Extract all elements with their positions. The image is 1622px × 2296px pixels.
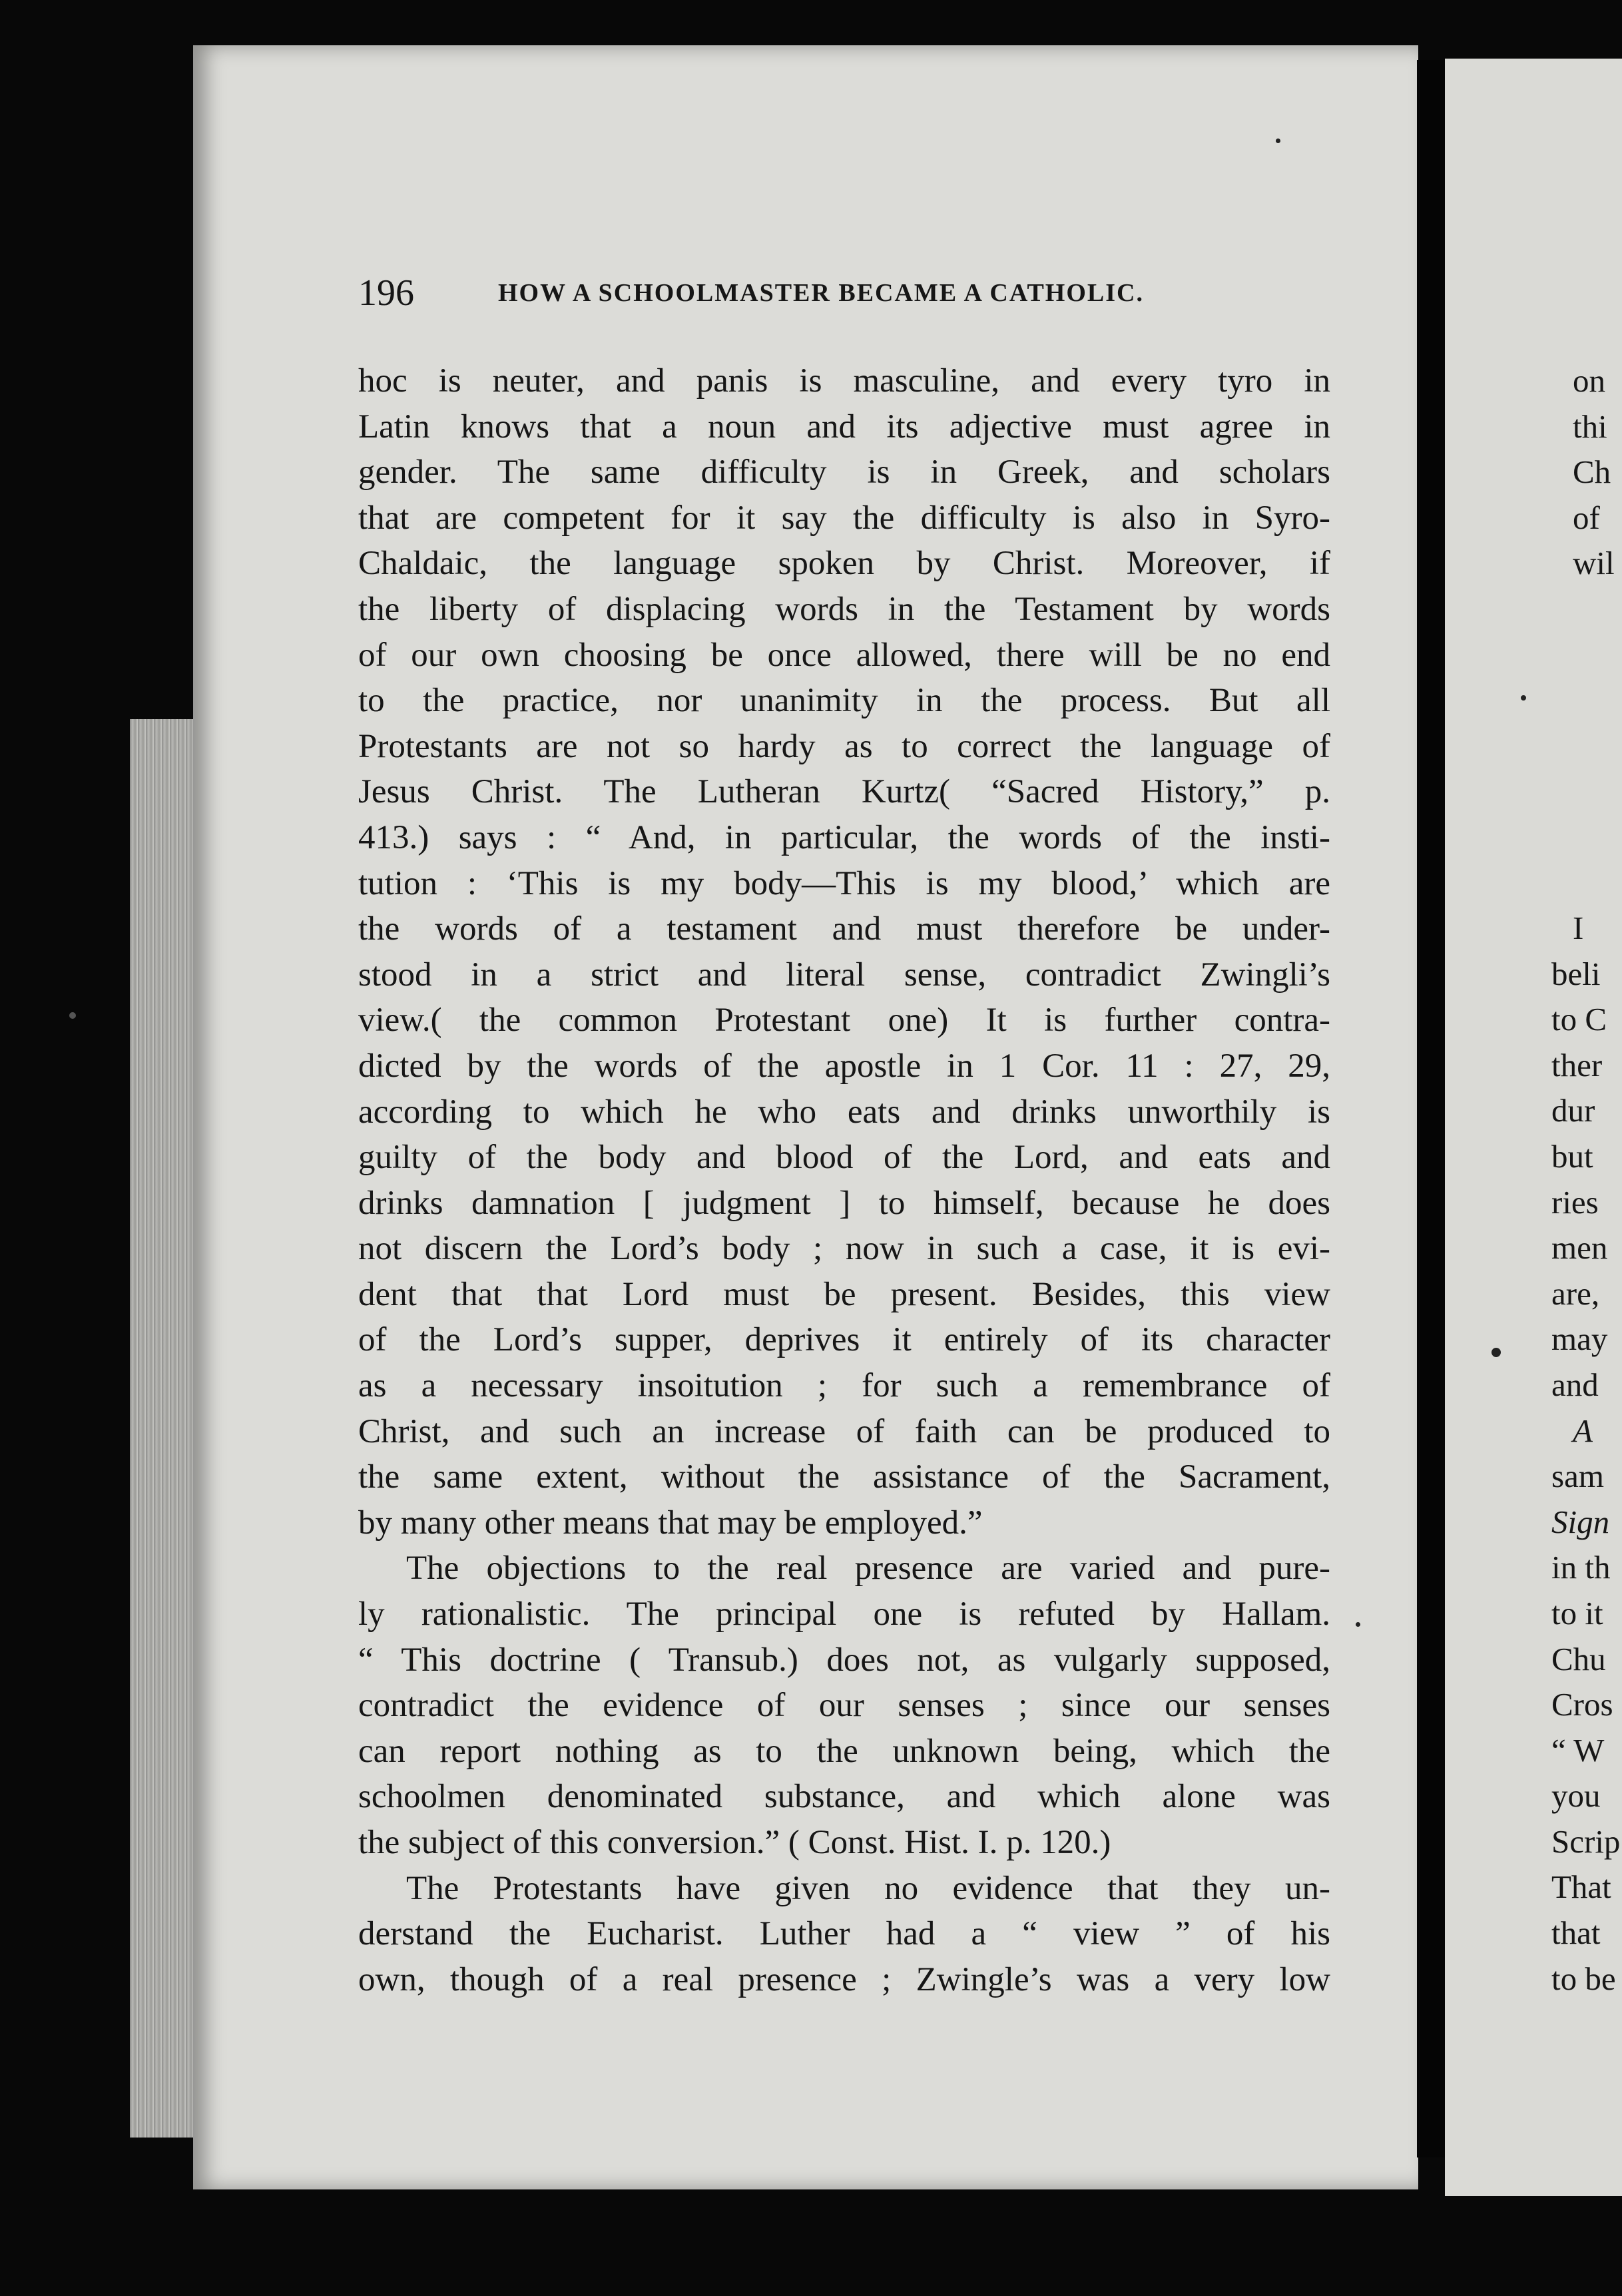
text-fragment: sam	[1551, 1458, 1604, 1495]
text-line: dent that that Lord must be present. Besides, this view	[358, 1275, 1330, 1313]
text-fragment: dur	[1551, 1092, 1595, 1129]
text-fragment: of	[1573, 499, 1600, 536]
text-line: derstand the Eucharist. Luther had a “ view ” of his	[358, 1915, 1330, 1953]
page-number: 196	[358, 272, 414, 314]
text-fragment: in th	[1551, 1549, 1611, 1586]
text-fragment: Scrip	[1551, 1823, 1621, 1860]
text-line: can report nothing as to the unknown being, which the	[358, 1732, 1330, 1770]
text-line: of the Lord’s supper, deprives it entirely of its character	[358, 1321, 1330, 1359]
text-line: Christ, and such an increase of faith can be produced to	[358, 1412, 1330, 1450]
text-fragment: A	[1573, 1412, 1593, 1449]
text-fragment: and	[1551, 1366, 1599, 1403]
text-line: the subject of this conversion.” ( Const. Hist. I. p. 120.)	[358, 1824, 1111, 1861]
dust-speck	[1521, 695, 1526, 701]
dust-speck	[1356, 1622, 1360, 1627]
text-line: stood in a strict and literal sense, contradict Zwingli’s	[358, 956, 1330, 994]
page-edges	[130, 719, 203, 2138]
text-fragment: to C	[1551, 1001, 1607, 1038]
text-line: dicted by the words of the apostle in 1 Cor. 11 : 27, 29,	[358, 1047, 1330, 1085]
text-fragment: ries	[1551, 1183, 1599, 1221]
text-fragment: are,	[1551, 1275, 1600, 1312]
left-page-text	[358, 358, 1330, 2002]
text-fragment: I	[1573, 910, 1584, 946]
text-line: “ This doctrine ( Transub.) does not, as vulgarly supposed,	[358, 1641, 1330, 1679]
dust-speck	[69, 1012, 76, 1019]
text-line: 413.) says : “ And, in particular, the words of the insti-	[358, 818, 1330, 856]
text-line: Jesus Christ. The Lutheran Kurtz( “Sacred History,” p.	[358, 773, 1330, 811]
text-fragment: Chu	[1551, 1640, 1606, 1677]
right-page-fragments-top	[1573, 358, 1622, 587]
text-line: Chaldaic, the language spoken by Christ. Moreover, if	[358, 545, 1330, 583]
text-line: view.( the common Protestant one) It is further contra-	[358, 1002, 1330, 1039]
text-line: by many other means that may be employed.”	[358, 1504, 983, 1542]
text-line: according to which he who eats and drinks unworthily is	[358, 1093, 1330, 1131]
text-fragment: to it	[1551, 1594, 1603, 1631]
text-fragment: ther	[1551, 1046, 1603, 1083]
text-fragment: thi	[1573, 408, 1607, 445]
text-line: gender. The same difficulty is in Greek, and scholars	[358, 453, 1330, 491]
text-fragment: Sign	[1551, 1503, 1610, 1540]
text-line: as a necessary insoitution ; for such a remembrance of	[358, 1367, 1330, 1405]
dust-speck	[1276, 139, 1280, 143]
dust-speck	[1491, 1348, 1501, 1357]
text-line: hoc is neuter, and panis is masculine, and every tyro in	[358, 362, 1330, 400]
text-line: own, though of a real presence ; Zwingle’s was a very low	[358, 1960, 1330, 1998]
text-fragment: Ch	[1573, 453, 1611, 491]
text-fragment: on	[1573, 362, 1605, 399]
text-line: guilty of the body and blood of the Lord, and eats and	[358, 1139, 1330, 1177]
running-head: HOW A SCHOOLMASTER BECAME A CATHOLIC.	[498, 279, 1144, 307]
text-line: ly rationalistic. The principal one is refuted by Hallam.	[358, 1595, 1330, 1633]
text-line: The objections to the real presence are varied and pure-	[406, 1550, 1330, 1587]
text-fragment: “ W	[1551, 1731, 1605, 1769]
text-line: the same extent, without the assistance of the Sacrament,	[358, 1458, 1330, 1496]
text-line: Latin knows that a noun and its adjective must agree in	[358, 408, 1330, 445]
right-page-fragments-bottom	[1551, 906, 1622, 2002]
text-line: tution : ‘This is my body—This is my blood,’ which are	[358, 864, 1330, 902]
text-line: to the practice, nor unanimity in the process. But all	[358, 682, 1330, 720]
text-fragment: That	[1551, 1868, 1611, 1906]
text-line: of our own choosing be once allowed, there will be no end	[358, 636, 1330, 674]
text-fragment: may	[1551, 1320, 1608, 1358]
text-line: schoolmen denominated substance, and which alone was	[358, 1778, 1330, 1816]
text-line: drinks damnation [ judgment ] to himself, because he does	[358, 1184, 1330, 1222]
text-line: the liberty of displacing words in the Testament by words	[358, 590, 1330, 628]
text-fragment: Cros	[1551, 1686, 1613, 1723]
text-fragment: to be	[1551, 1960, 1616, 1997]
text-line: that are competent for it say the difficulty is also in Syro-	[358, 499, 1330, 537]
text-line: Protestants are not so hardy as to correct the language of	[358, 727, 1330, 765]
text-line: the words of a testament and must therefore be under-	[358, 910, 1330, 948]
book-gutter	[1417, 60, 1445, 2157]
text-fragment: men	[1551, 1229, 1608, 1267]
text-line: not discern the Lord’s body ; now in such a case, it is evi-	[358, 1230, 1330, 1268]
text-fragment: you	[1551, 1777, 1601, 1815]
text-fragment: but	[1551, 1137, 1593, 1175]
text-fragment: beli	[1551, 955, 1601, 992]
text-line: contradict the evidence of our senses ; since our senses	[358, 1687, 1330, 1725]
text-fragment: wil	[1573, 545, 1615, 582]
text-fragment: that	[1551, 1914, 1601, 1952]
text-line: The Protestants have given no evidence that they un-	[406, 1869, 1330, 1907]
